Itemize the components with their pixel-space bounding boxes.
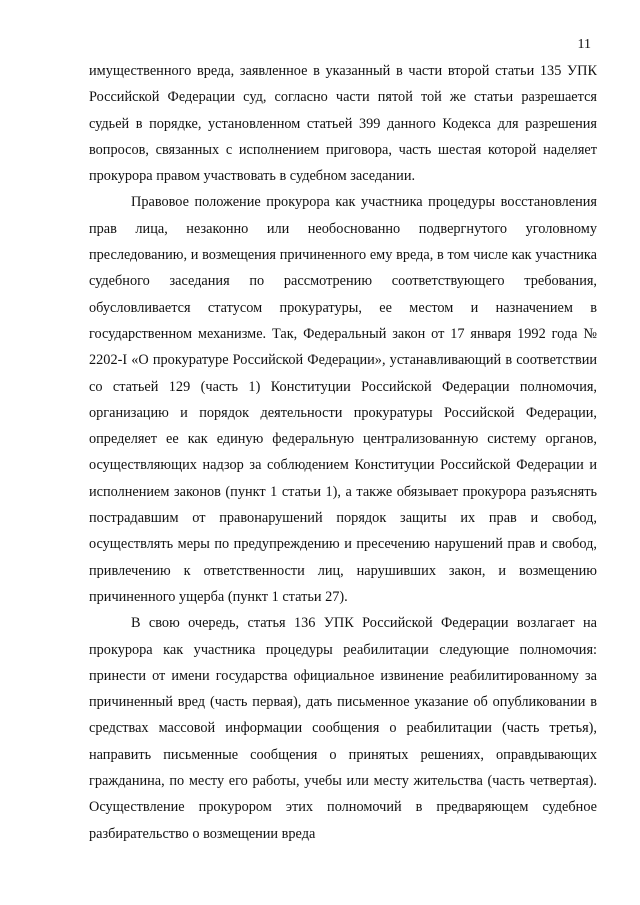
document-body [89, 58, 597, 847]
page-number: 11 [577, 37, 591, 52]
paragraph-continuation: имущественного вреда, заявленное в указанный в части второй статьи 135 УПК Российской Федерации суд, согласно части пятой той же статьи разрешается судьей в порядке, установленном статьей 399 данного Кодекса для разрешения вопросов, связанных с исполнением приговора, часть шестая которой наделяет прокурора правом участвовать в судебном заседании. [89, 63, 597, 185]
paragraph-prosecutor-status: Правовое положение прокурора как участника процедуры восстановления прав лица, незаконно или необоснованно подвергнутого уголовному преследованию, и возмещения причиненного ему вреда, в том числе как участника судебного заседания по рассмотрению соответствующего требования, обусловливается статусом прокуратуры, ее местом и назначением в государственном механизме. Так, Федеральный закон от 17 января 1992 года № 2202-I «О прокуратуре Российской Федерации», устанавливающий в соответствии со статьей 129 (часть 1) Конституции Российской Федерации полномочия, организацию и порядок деятельности прокуратуры Российской Федерации, определяет ее как единую федеральную централизованную систему органов, осуществляющих надзор за соблюдением Конституции Российской Федерации и исполнением законов (пункт 1 статьи 1), а также обязывает прокурора разъяснять пострадавшим от правонарушений порядок защиты их прав и свобод, осуществлять меры по предупреждению и пресечению нарушений прав и свобод, привлечению к ответственности лиц, нарушивших закон, и возмещению причиненного ущерба (пункт 1 статьи 27). [89, 194, 597, 605]
paragraph-article-136: В свою очередь, статья 136 УПК Российской Федерации возлагает на прокурора как участника процедуры реабилитации следующие полномочия: принести от имени государства официальное извинение реабилитированному за причиненный вред (часть первая), дать письменное указание об опубликовании в средствах массовой информации сообщения о реабилитации (часть третья), направить письменные сообщения о принятых решениях, оправдывающих гражданина, по месту его работы, учебы или месту жительства (часть четвертая). Осуществление прокурором этих полномочий в предваряющем судебное разбирательство о возмещении вреда [89, 615, 597, 842]
